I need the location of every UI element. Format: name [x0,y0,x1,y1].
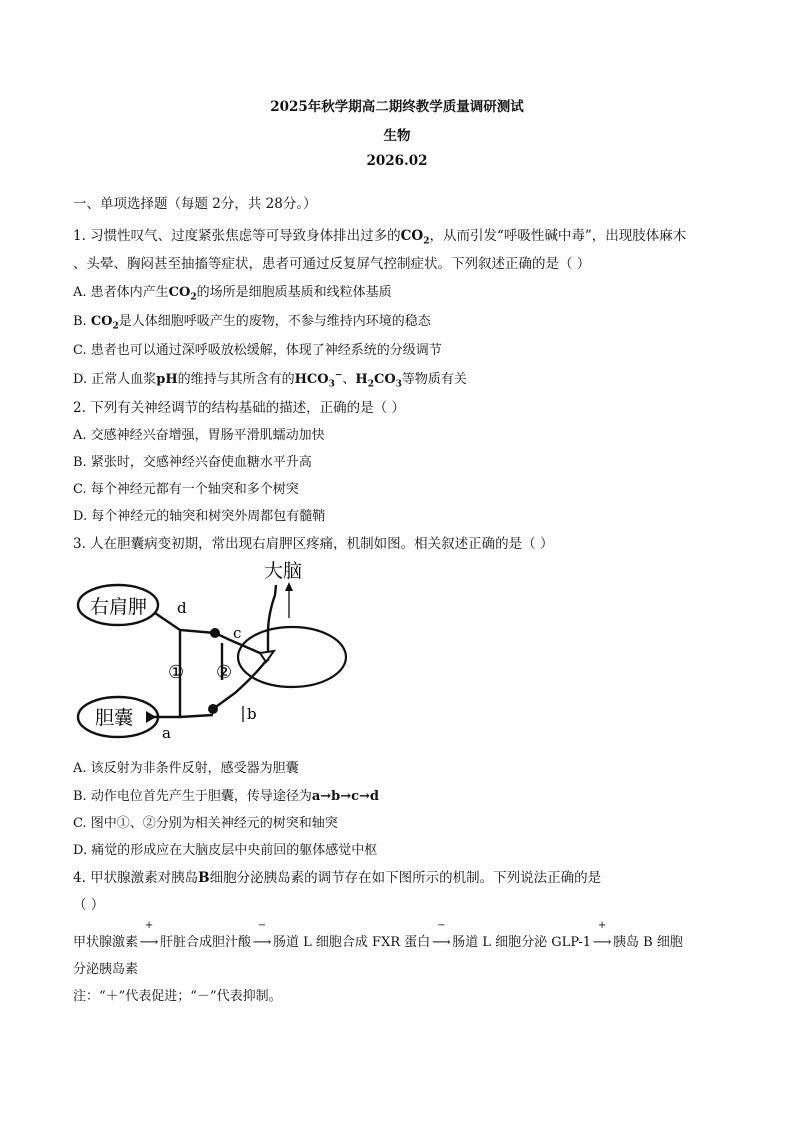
q4-stem: 4. 甲状腺激素对胰岛B细胞分泌胰岛素的调节存在如下图所示的机制。下列说法正确的是 [73,870,602,886]
exam-date: 2026.02 [366,153,428,169]
subject-title: 生物 [383,128,411,144]
q4-flow-line2: 分泌胰岛素 [73,962,139,977]
q4-flow-line1: 甲状腺激素 + ⟶ 肝脏合成胆汁酸 − ⟶ 肠道 L 细胞合成 FXR 蛋白 − ⟶ 肠道 L 细胞分泌 GLP-1 + ⟶ 胰岛 B 细胞 [73,920,683,950]
label-c: c [233,624,242,642]
q1-option-a[interactable]: A. 患者体内产生$CO_2$的场所是细胞质基质和线粒体基质 [73,285,392,303]
q3-option-a[interactable]: A. 该反射为非条件反射，感受器为胆囊 [73,761,299,776]
q1-option-d[interactable]: D. 正常人血浆pH的维持与其所含有的$HCO_3^-$、$H_2CO_3$等物质有关 [73,370,467,390]
q2-option-d[interactable]: D. 每个神经元的轴突和树突外周都包有髓鞘 [73,509,326,524]
q2-option-c[interactable]: C. 每个神经元都有一个轴突和多个树突 [73,482,299,497]
section-heading: 一、单项选择题（每题 2分，共 28分。） [73,196,317,212]
q4-blank: （ ） [73,897,105,913]
q4-note: 注：“＋”代表促进；“－”代表抑制。 [73,989,282,1004]
q3-option-b[interactable]: B. 动作电位首先产生于胆囊，传导途径为a→b→c→d [73,789,380,804]
q1-stem-line2: 、头晕、胸闷甚至抽搐等症状，患者可通过反复屏气控制症状。下列叙述正确的是（ ） [73,256,591,272]
q1-stem-line1: 1. 习惯性叹气、过度紧张焦虑等可导致身体排出过多的$CO_2$，从而引发“呼吸性碱中毒”，出现肢体麻木 [73,228,687,247]
q1-option-b[interactable]: B. $CO_2$是人体细胞呼吸产生的废物，不参与维持内环境的稳态 [73,314,431,332]
spinal-cord-shape [238,627,346,687]
exam-title: 2025年秋学期高二期终教学质量调研测试 [270,99,524,115]
label-b: b [247,705,257,723]
label-2: ② [216,662,233,683]
label-d: d [177,599,187,617]
q3-option-c[interactable]: C. 图中①、②分别为相关神经元的树突和轴突 [73,816,338,831]
shoulder-label: 右肩胛 [90,596,148,618]
q3-stem: 3. 人在胆囊病变初期，常出现右肩胛区疼痛，机制如图。相关叙述正确的是（ ） [73,536,554,552]
q2-option-b[interactable]: B. 紧张时，交感神经兴奋使血糖水平升高 [73,455,312,470]
label-a: a [162,724,171,742]
q1-option-c[interactable]: C. 患者也可以通过深呼吸放松缓解，体现了神经系统的分级调节 [73,343,442,358]
q2-option-a[interactable]: A. 交感神经兴奋增强，胃肠平滑肌蠕动加快 [73,428,325,443]
gallbladder-label: 胆囊 [95,707,134,729]
q2-stem: 2. 下列有关神经调节的结构基础的描述，正确的是（ ） [73,400,405,416]
brain-label: 大脑 [264,560,303,582]
reflex-diagram [70,555,370,745]
q3-option-d[interactable]: D. 痛觉的形成应在大脑皮层中央前回的躯体感觉中枢 [73,843,378,858]
label-1: ① [168,662,185,683]
